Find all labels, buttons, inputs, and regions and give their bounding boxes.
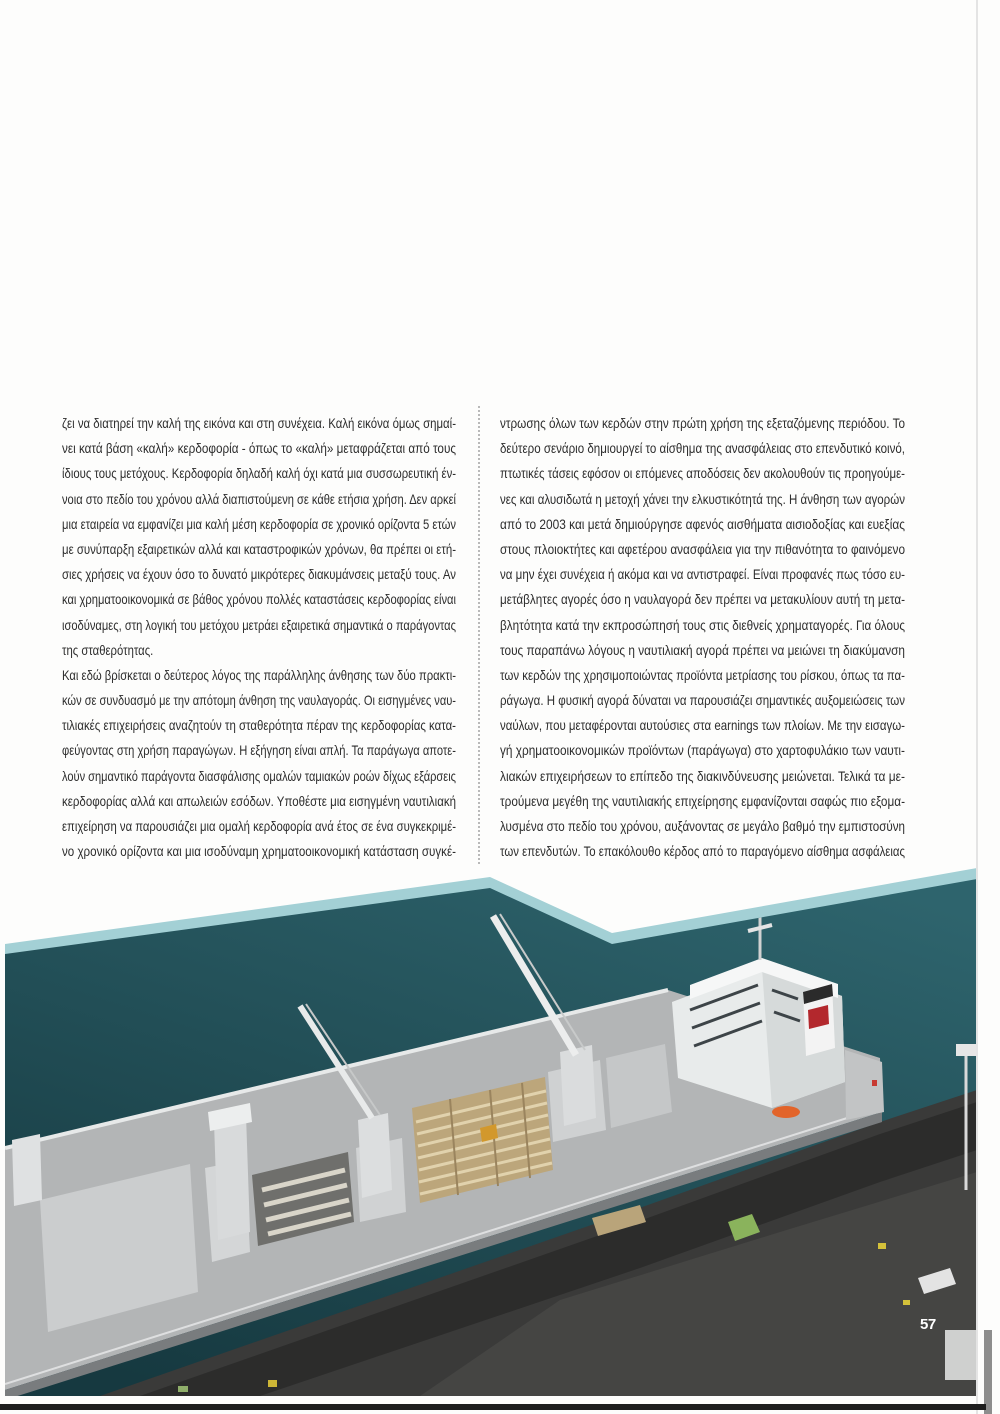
text-line: ζει να διατηρεί την καλή της εικόνα και στη συνέχεια. Καλή εικόνα όμως σημαί- <box>62 415 456 431</box>
forklift <box>268 1380 277 1387</box>
text-line: κερδοφορίας αλλά και απωλειών εσόδων. Υποθέστε μια εισηγμένη ναυτιλιακή <box>62 792 456 809</box>
quay-building <box>945 1330 977 1380</box>
text-line: γή χρηματοοικονομικών προϊόντων (παράγωγα) στο χαρτοφυλάκιο των ναυτι- <box>500 742 905 759</box>
text-line: φεύγοντας στη χρήση παραγώγων. Η εξήγηση είναι απλή. Τα παράγωγα αποτε- <box>62 742 456 759</box>
lifeboat <box>772 1106 800 1118</box>
flag <box>872 1080 877 1086</box>
crane-pedestal <box>214 1115 250 1240</box>
text-line: βλητότητα κατά την εκπροσώπησή τους στις διεθνείς χρηματαγορές. Για όλους <box>500 616 905 633</box>
text-line: και χρηματοοικονομικά σε βάθος χρόνου πολλές καταστάσεις κερδοφορίας είναι <box>62 591 456 608</box>
crane-pedestal <box>358 1113 392 1198</box>
column-divider <box>478 406 480 864</box>
text-line: τιλιακές επιχειρήσεις αναζητούν τη σταθερότητα πέραν της κερδοφορίας κατα- <box>62 717 456 734</box>
quay-vehicle <box>178 1386 188 1392</box>
text-line: μια εταιρεία να εμφανίζει μια καλή μέση κερδοφορία σε χρονικό ορίζοντα 5 ετών <box>62 515 456 532</box>
left-text-column <box>62 411 456 865</box>
text-line: Και εδώ βρίσκεται ο δεύτερος λόγος της παράλληλης άνθησης των δύο πρακτι- <box>62 666 456 683</box>
text-line: ίδιους τους μετόχους. Κερδοφορία δηλαδή καλή όχι κατά μια συσσωρευτική έν- <box>62 465 456 482</box>
text-line: πτωτικές τάσεις εφόσον οι επόμενες αποδόσεις δεν ακολουθούν τις προηγούμε- <box>500 465 905 482</box>
text-line: νοια στο πεδίο του χρόνου αλλά διαπιστούμενη σε κάθε ετήσια χρήση. Δεν αρκεί <box>62 490 456 507</box>
text-line: κών σε συνδυασμό με την απότομη άνθηση της ναυλαγοράς. Οι εισηγμένες ναυ- <box>62 692 456 709</box>
text-line: ντρωσης όλων των κερδών στην πρώτη χρήση της εξεταζόμενης περιόδου. Το <box>500 415 905 431</box>
text-line: ράγωγα. Η φυσική αγορά δύναται να παρουσιάζει σημαντικές αυξομειώσεις των <box>500 692 905 709</box>
crane-pedestal <box>560 1045 596 1126</box>
text-line: λιακών επιχειρήσεων το επίπεδο της διακινδύνευσης μειώνεται. Τελικά τα με- <box>500 767 905 784</box>
text-line: τους παραπάνω λόγους η ναυτιλιακή αγορά πρέπει να μειώνει τη διακύμανση <box>500 641 905 658</box>
crane-pedestal <box>12 1134 42 1206</box>
text-line: μετάβλητες αγορές όσο η ναυλαγορά δεν πρέπει να μετακυλίουν αυτή τη μετα- <box>500 591 905 608</box>
text-line: ναύλων, που μεταφέρονται αυτούσιες στα earnings των πλοίων. Με την εισαγω- <box>500 717 905 734</box>
text-line: από το 2003 και μετά δημιούργησε αφενός αισθήματα αισιοδοξίας και ευεξίας <box>500 515 905 532</box>
text-line: λούν σημαντικό παράγοντα διασφάλισης ομαλών ταμιακών ροών δίχως εξάρσεις <box>62 767 456 784</box>
photo-scene <box>0 860 1000 1400</box>
cargo-ship-photo <box>0 860 1000 1405</box>
page-edge-shadow <box>984 1330 992 1414</box>
text-line: να μην έχει συνέχεια ή ακόμα και να αντιστραφεί. Είναι προφανές πως τόσο ευ- <box>500 566 905 583</box>
light-pole-head <box>956 1044 978 1056</box>
text-line-paragraph-end: της σταθερότητας. <box>62 641 154 658</box>
page-number: 57 <box>920 1316 936 1333</box>
bottom-rule <box>0 1404 986 1410</box>
text-line: σιες χρήσεις να έχουν όσο το δυνατό μικρότερες διακυμάνσεις μεταξύ τους. Αν <box>62 566 456 583</box>
text-line: δεύτερο σενάριο δημιουργεί το αίσθημα της ανασφάλειας στο επενδυτικό κοινό, <box>500 440 905 457</box>
text-line: ισοδύναμες, στη λογική του μετόχου μετράει εξαιρετικά σημαντικά ο παράγοντας <box>62 616 456 633</box>
page-edge-line <box>976 0 978 1414</box>
text-line: των κερδών της χρησιμοποιώντας προϊόντα μετρίασης του ρίσκου, όπως τα πα- <box>500 666 905 683</box>
text-line: στους πλοιοκτήτες και αφετέρου ανασφάλεια για την πιθανότητα το φαινόμενο <box>500 540 905 557</box>
text-line: λυσμένα στο πεδίο του χρόνου, αυξάνοντας σε μεγάλο βαθμό την εμπιστοσύνη <box>500 818 905 834</box>
yellow-equipment <box>878 1243 886 1249</box>
right-text-column <box>500 411 905 865</box>
text-line: με συνύπαρξη εξαιρετικών αλλά και καταστροφικών χρόνων, θα πρέπει οι ετή- <box>62 540 456 557</box>
text-line: επιχείρηση να παρουσιάζει μια ομαλή κερδοφορία ανά έτος σε ένα συγκεκριμέ- <box>62 818 456 834</box>
text-line: τρούμενα μεγέθη της ναυτιλιακής επιχείρησης εμφανίζονται σαφώς πιο εξομα- <box>500 792 905 809</box>
text-line: νει κατά βάση «καλή» κερδοφορία - όπως το «καλή» μεταφράζεται από τους <box>62 440 456 457</box>
yellow-equipment <box>903 1300 910 1305</box>
text-line: των επενδυτών. Το επακόλουθο κέρδος από το παραγόμενο αίσθημα ασφάλειας <box>500 843 905 860</box>
text-line: νο χρονικό ορίζοντα και μια ισοδύναμη χρηματοοικονομική κατάσταση συγκέ- <box>62 843 456 860</box>
text-line: νες και αλυσιδωτά η μετοχή χάνει την ελκυστικότητά της. Η άνθηση των αγορών <box>500 490 905 507</box>
